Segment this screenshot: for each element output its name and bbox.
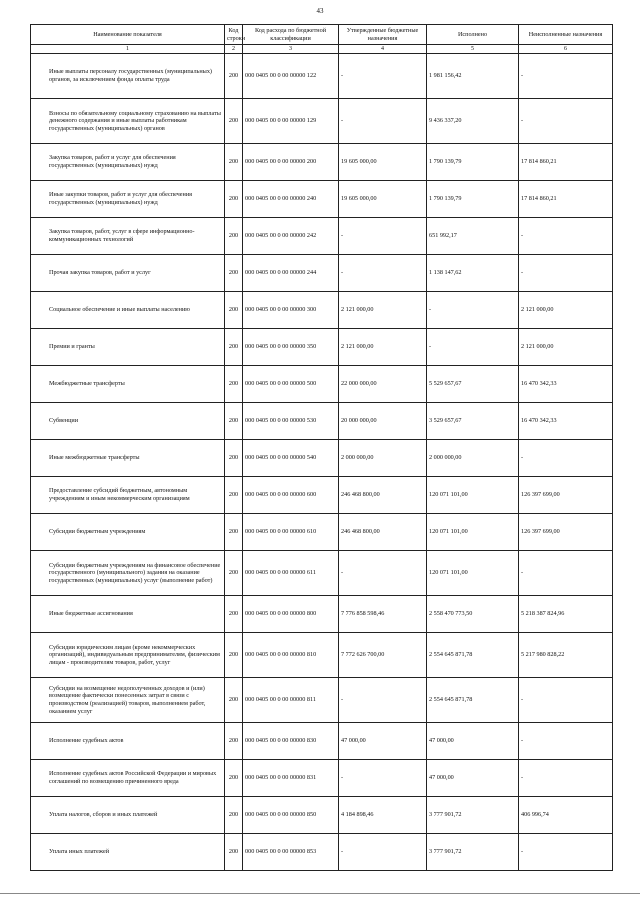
row-indicator-name: Уплата налогов, сборов и иных платежей xyxy=(31,797,225,834)
row-unexecuted-amount: - xyxy=(519,99,613,144)
row-expense-code: 000 0405 00 0 00 00000 600 xyxy=(243,477,339,514)
row-indicator-name: Уплата иных платежей xyxy=(31,834,225,871)
header-approved: Утвержденные бюджетные назначения xyxy=(339,25,427,45)
row-executed-amount: 3 777 901,72 xyxy=(427,797,519,834)
table-row xyxy=(31,181,613,218)
row-line-code: 200 xyxy=(225,551,243,596)
table-row xyxy=(31,633,613,678)
row-indicator-name: Предоставление субсидий бюджетным, автономным учреждениям и иным некоммерческим организациям xyxy=(31,477,225,514)
row-executed-amount: 651 992,17 xyxy=(427,218,519,255)
row-expense-code: 000 0405 00 0 00 00000 831 xyxy=(243,760,339,797)
row-line-code: 200 xyxy=(225,292,243,329)
row-executed-amount: 120 071 101,00 xyxy=(427,514,519,551)
table-row xyxy=(31,218,613,255)
row-unexecuted-amount: - xyxy=(519,255,613,292)
row-approved-amount: - xyxy=(339,99,427,144)
row-line-code: 200 xyxy=(225,403,243,440)
row-expense-code: 000 0405 00 0 00 00000 500 xyxy=(243,366,339,403)
row-line-code: 200 xyxy=(225,834,243,871)
row-line-code: 200 xyxy=(225,54,243,99)
row-expense-code: 000 0405 00 0 00 00000 242 xyxy=(243,218,339,255)
row-expense-code: 000 0405 00 0 00 00000 244 xyxy=(243,255,339,292)
row-indicator-name: Закупка товаров, работ, услуг в сфере информационно-коммуникационных технологий xyxy=(31,218,225,255)
column-number: 6 xyxy=(519,45,613,54)
table-row xyxy=(31,255,613,292)
row-unexecuted-amount: - xyxy=(519,760,613,797)
row-executed-amount: 120 071 101,00 xyxy=(427,551,519,596)
row-approved-amount: 2 121 000,00 xyxy=(339,292,427,329)
row-unexecuted-amount: - xyxy=(519,218,613,255)
column-number: 4 xyxy=(339,45,427,54)
row-executed-amount: 2 554 645 871,78 xyxy=(427,633,519,678)
row-approved-amount: 2 121 000,00 xyxy=(339,329,427,366)
row-approved-amount: 2 000 000,00 xyxy=(339,440,427,477)
row-expense-code: 000 0405 00 0 00 00000 240 xyxy=(243,181,339,218)
row-indicator-name: Иные бюджетные ассигнования xyxy=(31,596,225,633)
row-expense-code: 000 0405 00 0 00 00000 540 xyxy=(243,440,339,477)
row-executed-amount: - xyxy=(427,329,519,366)
row-approved-amount: - xyxy=(339,54,427,99)
row-line-code: 200 xyxy=(225,255,243,292)
row-approved-amount: 19 605 000,00 xyxy=(339,181,427,218)
header-row xyxy=(31,25,613,45)
table-row xyxy=(31,99,613,144)
row-expense-code: 000 0405 00 0 00 00000 129 xyxy=(243,99,339,144)
row-unexecuted-amount: 5 217 980 828,22 xyxy=(519,633,613,678)
row-indicator-name: Субвенции xyxy=(31,403,225,440)
table-row xyxy=(31,440,613,477)
table-row xyxy=(31,366,613,403)
row-indicator-name: Иные закупки товаров, работ и услуг для обеспечения государственных (муниципальных) нужд xyxy=(31,181,225,218)
row-unexecuted-amount: 16 470 342,33 xyxy=(519,366,613,403)
row-unexecuted-amount: - xyxy=(519,54,613,99)
row-expense-code: 000 0405 00 0 00 00000 853 xyxy=(243,834,339,871)
row-approved-amount: - xyxy=(339,551,427,596)
row-line-code: 200 xyxy=(225,760,243,797)
row-indicator-name: Субсидии на возмещение недополученных доходов и (или) возмещение фактически понесенных затрат в связи с производством (реализацией) товаров, выполнением работ, оказанием услуг xyxy=(31,678,225,723)
row-indicator-name: Закупка товаров, работ и услуг для обеспечения государственных (муниципальных) нужд xyxy=(31,144,225,181)
header-unexecuted: Неисполненные назначения xyxy=(519,25,613,45)
row-indicator-name: Социальное обеспечение и иные выплаты населению xyxy=(31,292,225,329)
row-indicator-name: Субсидии бюджетным учреждениям xyxy=(31,514,225,551)
column-number: 5 xyxy=(427,45,519,54)
row-executed-amount: 120 071 101,00 xyxy=(427,477,519,514)
row-unexecuted-amount: 2 121 000,00 xyxy=(519,329,613,366)
table-row xyxy=(31,329,613,366)
row-expense-code: 000 0405 00 0 00 00000 611 xyxy=(243,551,339,596)
row-expense-code: 000 0405 00 0 00 00000 122 xyxy=(243,54,339,99)
header-line-code: Код строки xyxy=(225,25,243,45)
row-line-code: 200 xyxy=(225,477,243,514)
row-approved-amount: - xyxy=(339,255,427,292)
row-unexecuted-amount: 17 814 860,21 xyxy=(519,181,613,218)
row-executed-amount: 1 790 139,79 xyxy=(427,144,519,181)
row-unexecuted-amount: 2 121 000,00 xyxy=(519,292,613,329)
column-number: 1 xyxy=(31,45,225,54)
row-unexecuted-amount: 126 397 699,00 xyxy=(519,477,613,514)
table-row xyxy=(31,403,613,440)
table-row xyxy=(31,678,613,723)
page-bottom-rule xyxy=(0,893,640,894)
row-line-code: 200 xyxy=(225,440,243,477)
table-body xyxy=(31,54,613,871)
row-executed-amount: 47 000,00 xyxy=(427,760,519,797)
table-row xyxy=(31,477,613,514)
row-executed-amount: 1 138 147,62 xyxy=(427,255,519,292)
row-executed-amount: 2 000 000,00 xyxy=(427,440,519,477)
row-line-code: 200 xyxy=(225,329,243,366)
row-executed-amount: 1 981 156,42 xyxy=(427,54,519,99)
row-unexecuted-amount: 406 996,74 xyxy=(519,797,613,834)
row-executed-amount: 2 554 645 871,78 xyxy=(427,678,519,723)
row-executed-amount: 2 558 470 773,50 xyxy=(427,596,519,633)
row-executed-amount: 9 436 337,20 xyxy=(427,99,519,144)
row-indicator-name: Межбюджетные трансферты xyxy=(31,366,225,403)
row-approved-amount: - xyxy=(339,834,427,871)
row-line-code: 200 xyxy=(225,797,243,834)
row-approved-amount: 7 772 626 700,00 xyxy=(339,633,427,678)
row-approved-amount: - xyxy=(339,678,427,723)
table-row xyxy=(31,54,613,99)
row-unexecuted-amount: 126 397 699,00 xyxy=(519,514,613,551)
row-line-code: 200 xyxy=(225,514,243,551)
column-number-row xyxy=(31,45,613,54)
row-indicator-name: Субсидии юридическим лицам (кроме некоммерческих организаций), индивидуальным предпринимателям, физическим лицам - производителям товаров, работ, услуг xyxy=(31,633,225,678)
table-row xyxy=(31,551,613,596)
row-indicator-name: Премии и гранты xyxy=(31,329,225,366)
row-indicator-name: Исполнение судебных актов Российской Федерации и мировых соглашений по возмещению причиненного вреда xyxy=(31,760,225,797)
header-executed: Исполнено xyxy=(427,25,519,45)
row-executed-amount: 5 529 657,67 xyxy=(427,366,519,403)
table-row xyxy=(31,144,613,181)
row-indicator-name: Иные выплаты персоналу государственных (муниципальных) органов, за исключением фонда оплаты труда xyxy=(31,54,225,99)
table-row xyxy=(31,514,613,551)
row-approved-amount: 4 184 898,46 xyxy=(339,797,427,834)
table-row xyxy=(31,292,613,329)
row-unexecuted-amount: - xyxy=(519,551,613,596)
row-approved-amount: 19 605 000,00 xyxy=(339,144,427,181)
row-approved-amount: - xyxy=(339,760,427,797)
row-unexecuted-amount: 16 470 342,33 xyxy=(519,403,613,440)
row-line-code: 200 xyxy=(225,723,243,760)
header-expense-code: Код расхода по бюджетной классификации xyxy=(243,25,339,45)
column-number: 3 xyxy=(243,45,339,54)
row-expense-code: 000 0405 00 0 00 00000 850 xyxy=(243,797,339,834)
row-expense-code: 000 0405 00 0 00 00000 200 xyxy=(243,144,339,181)
row-executed-amount: - xyxy=(427,292,519,329)
table-row xyxy=(31,834,613,871)
table-row xyxy=(31,797,613,834)
row-unexecuted-amount: - xyxy=(519,440,613,477)
row-line-code: 200 xyxy=(225,596,243,633)
row-line-code: 200 xyxy=(225,144,243,181)
row-expense-code: 000 0405 00 0 00 00000 530 xyxy=(243,403,339,440)
row-unexecuted-amount: - xyxy=(519,678,613,723)
row-approved-amount: 246 468 800,00 xyxy=(339,514,427,551)
column-number: 2 xyxy=(225,45,243,54)
row-unexecuted-amount: 5 218 387 824,96 xyxy=(519,596,613,633)
budget-execution-table xyxy=(30,24,613,871)
row-line-code: 200 xyxy=(225,678,243,723)
table-row xyxy=(31,723,613,760)
row-executed-amount: 1 790 139,79 xyxy=(427,181,519,218)
row-expense-code: 000 0405 00 0 00 00000 300 xyxy=(243,292,339,329)
row-expense-code: 000 0405 00 0 00 00000 830 xyxy=(243,723,339,760)
row-indicator-name: Исполнение судебных актов xyxy=(31,723,225,760)
row-line-code: 200 xyxy=(225,366,243,403)
row-approved-amount: 47 000,00 xyxy=(339,723,427,760)
row-indicator-name: Прочая закупка товаров, работ и услуг xyxy=(31,255,225,292)
row-indicator-name: Взносы по обязательному социальному страхованию на выплаты денежного содержания и иные выплаты работникам государственных (муниципальных) органов xyxy=(31,99,225,144)
row-line-code: 200 xyxy=(225,181,243,218)
row-executed-amount: 47 000,00 xyxy=(427,723,519,760)
row-approved-amount: 246 468 800,00 xyxy=(339,477,427,514)
table-row xyxy=(31,596,613,633)
row-approved-amount: 20 000 000,00 xyxy=(339,403,427,440)
table-row xyxy=(31,760,613,797)
row-executed-amount: 3 777 901,72 xyxy=(427,834,519,871)
row-approved-amount: 7 776 858 598,46 xyxy=(339,596,427,633)
row-approved-amount: - xyxy=(339,218,427,255)
row-expense-code: 000 0405 00 0 00 00000 810 xyxy=(243,633,339,678)
row-indicator-name: Иные межбюджетные трансферты xyxy=(31,440,225,477)
row-line-code: 200 xyxy=(225,99,243,144)
row-expense-code: 000 0405 00 0 00 00000 800 xyxy=(243,596,339,633)
row-executed-amount: 3 529 657,67 xyxy=(427,403,519,440)
row-unexecuted-amount: 17 814 860,21 xyxy=(519,144,613,181)
row-expense-code: 000 0405 00 0 00 00000 811 xyxy=(243,678,339,723)
row-expense-code: 000 0405 00 0 00 00000 350 xyxy=(243,329,339,366)
row-line-code: 200 xyxy=(225,633,243,678)
row-expense-code: 000 0405 00 0 00 00000 610 xyxy=(243,514,339,551)
row-unexecuted-amount: - xyxy=(519,834,613,871)
page-number: 43 xyxy=(316,7,324,15)
row-approved-amount: 22 000 000,00 xyxy=(339,366,427,403)
header-indicator-name: Наименование показателя xyxy=(31,25,225,45)
row-unexecuted-amount: - xyxy=(519,723,613,760)
row-line-code: 200 xyxy=(225,218,243,255)
row-indicator-name: Субсидии бюджетным учреждениям на финансовое обеспечение государственного (муниципального) задания на оказание государственных (муниципальных) услуг (выполнение работ) xyxy=(31,551,225,596)
